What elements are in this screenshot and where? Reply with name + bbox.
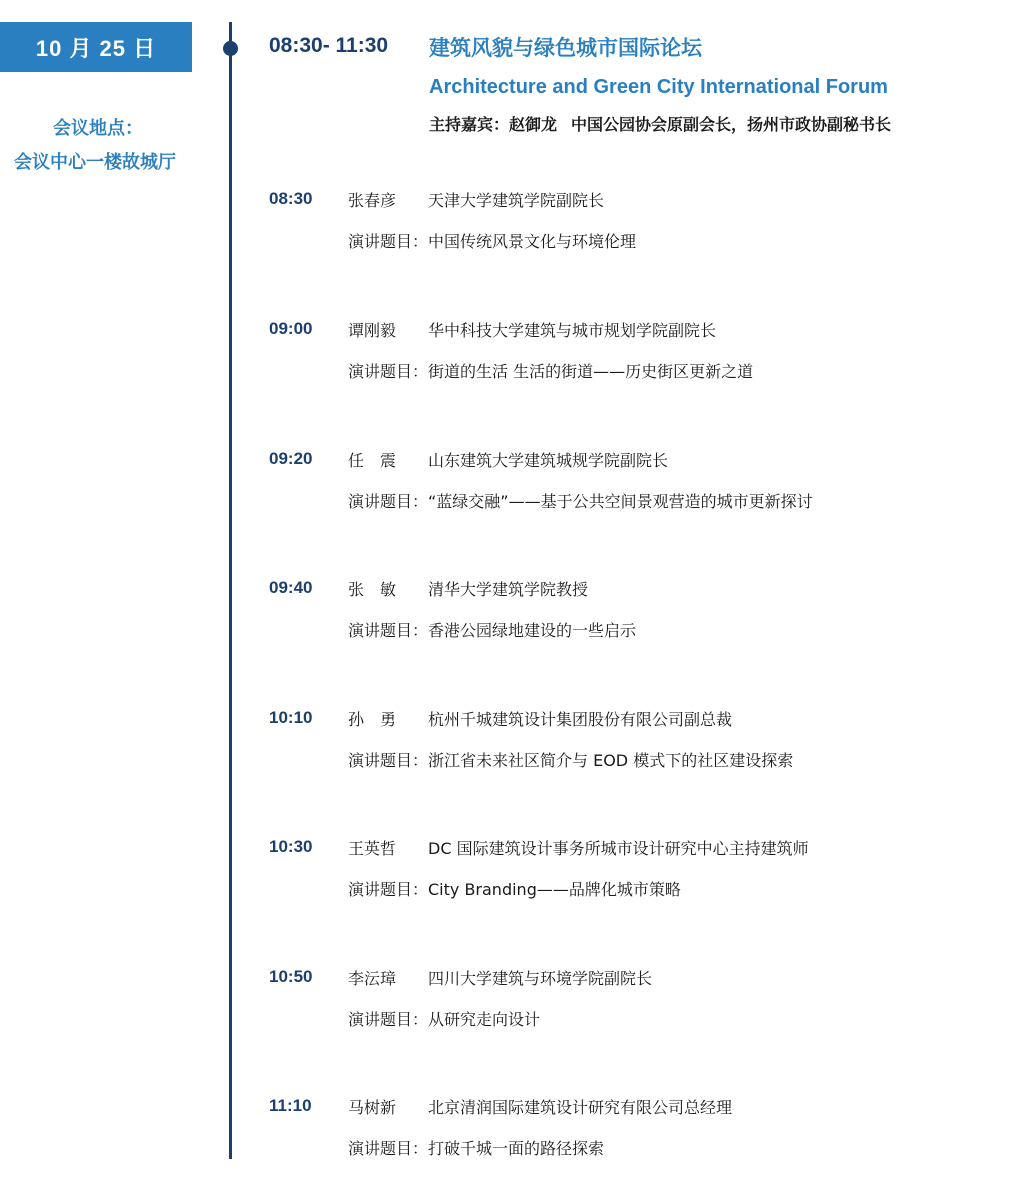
talk-topic: 演讲题目：中国传统风景文化与环境伦理 — [348, 232, 637, 251]
venue-label: 会议地点： — [53, 118, 143, 139]
talk-time: 09:40 — [269, 578, 313, 597]
host-title: 中国公园协会原副会长，扬州市政协副秘书长 — [571, 115, 892, 134]
speaker-affiliation: 天津大学建筑学院副院长 — [428, 191, 605, 210]
talk-speaker — [348, 1095, 732, 1118]
talk-topic: 演讲题目：浙江省未来社区简介与 EOD 模式下的社区建设探索 — [348, 751, 794, 770]
talk-topic: 演讲题目：香港公园绿地建设的一些启示 — [348, 621, 637, 640]
date-badge — [0, 22, 192, 72]
speaker-name: 马树新 — [348, 1098, 397, 1117]
speaker-affiliation: 杭州千城建筑设计集团股份有限公司副总裁 — [428, 710, 733, 729]
talk-item — [269, 578, 1009, 658]
session-title-cn: 建筑风貌与绿色城市国际论坛 — [429, 36, 702, 60]
speaker-name: 任 震 — [348, 451, 397, 470]
date-label: 10 月 25 日 — [35, 35, 157, 61]
talk-topic: 演讲题目：街道的生活 生活的街道——历史街区更新之道 — [348, 362, 754, 381]
talk-speaker — [348, 836, 809, 859]
talk-time: 10:10 — [269, 708, 313, 727]
talk-topic: 演讲题目：打破千城一面的路径探索 — [348, 1139, 605, 1158]
session-host — [429, 112, 891, 135]
talk-time: 11:10 — [269, 1096, 312, 1115]
speaker-affiliation: 北京清润国际建筑设计研究有限公司总经理 — [428, 1098, 733, 1117]
session-title-en: Architecture and Green City International Forum — [429, 76, 888, 98]
timeline-line — [229, 22, 232, 1159]
talk-item — [269, 967, 1009, 1047]
speaker-affiliation: 清华大学建筑学院教授 — [428, 580, 589, 599]
speaker-affiliation: DC 国际建筑设计事务所城市设计研究中心主持建筑师 — [428, 839, 809, 858]
timeline-dot-icon — [223, 41, 238, 56]
talk-item — [269, 189, 1009, 269]
talk-time: 10:30 — [269, 837, 313, 856]
session-time-range: 08:30- 11:30 — [269, 34, 389, 57]
speaker-affiliation: 山东建筑大学建筑城规学院副院长 — [428, 451, 669, 470]
speaker-affiliation: 四川大学建筑与环境学院副院长 — [428, 969, 653, 988]
talk-item — [269, 449, 1009, 529]
talk-time: 09:20 — [269, 449, 313, 468]
venue-info — [0, 112, 196, 180]
speaker-name: 孙 勇 — [348, 710, 397, 729]
venue-place: 会议中心一楼故城厅 — [14, 152, 176, 173]
talk-speaker — [348, 577, 588, 600]
speaker-name: 谭刚毅 — [348, 321, 397, 340]
talk-item — [269, 1096, 1009, 1176]
host-label: 主持嘉宾：赵御龙 — [429, 115, 558, 134]
talk-speaker — [348, 966, 652, 989]
talk-time: 08:30 — [269, 189, 313, 208]
talk-speaker — [348, 448, 668, 471]
talk-item — [269, 708, 1009, 788]
talk-speaker — [348, 318, 716, 341]
talk-item — [269, 319, 1009, 399]
speaker-name: 张 敏 — [348, 580, 397, 599]
speaker-name: 张春彦 — [348, 191, 397, 210]
talk-topic: 演讲题目：“蓝绿交融”——基于公共空间景观营造的城市更新探讨 — [348, 492, 813, 511]
speaker-name: 李沄璋 — [348, 969, 397, 988]
talk-item — [269, 837, 1009, 917]
speaker-name: 王英哲 — [348, 839, 397, 858]
talk-speaker — [348, 188, 604, 211]
talk-time: 10:50 — [269, 967, 313, 986]
talk-time: 09:00 — [269, 319, 313, 338]
talk-speaker — [348, 707, 732, 730]
talk-topic: 演讲题目：从研究走向设计 — [348, 1010, 541, 1029]
speaker-affiliation: 华中科技大学建筑与城市规划学院副院长 — [428, 321, 717, 340]
talk-topic: 演讲题目：City Branding——品牌化城市策略 — [348, 880, 681, 899]
